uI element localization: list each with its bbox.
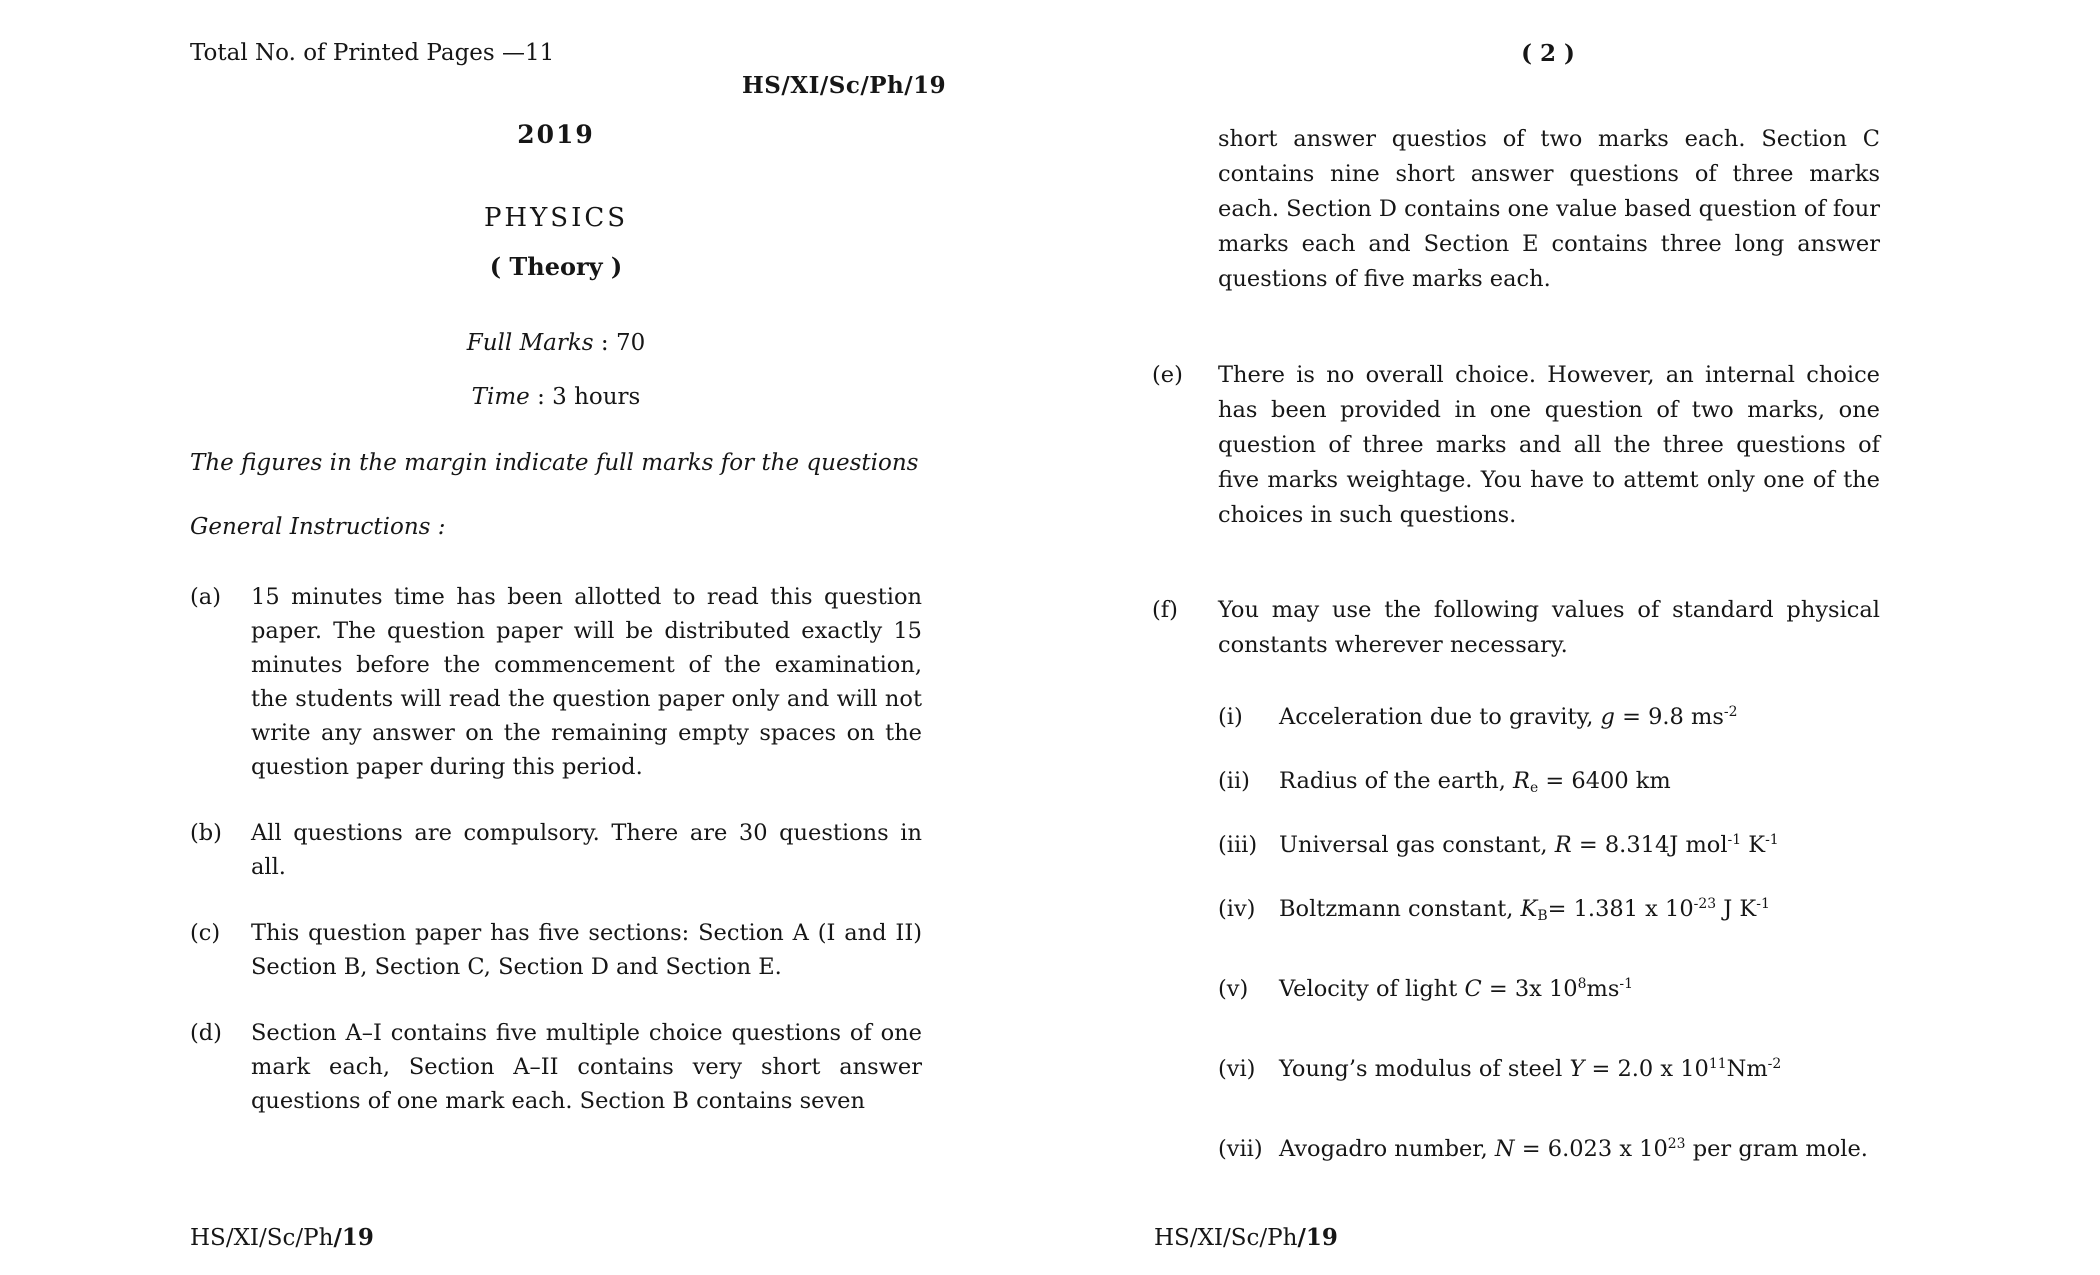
instruction-label: (f): [1152, 597, 1178, 623]
instruction-item: [190, 1016, 922, 1118]
full-marks-label: Full Marks: [466, 330, 594, 356]
constant-item: [1218, 974, 1898, 1007]
right-page-footer: [1154, 1224, 1338, 1251]
constant-text: Velocity of light C = 3x $10^8ms^{-1}$: [1279, 976, 1633, 1002]
time-line: [190, 384, 922, 410]
time-value: : 3 hours: [529, 384, 641, 410]
physical-constants-list: [1218, 702, 1898, 1214]
constant-item: [1218, 894, 1898, 927]
constant-label: (iii): [1218, 832, 1258, 858]
exam-year: 2019: [517, 120, 595, 149]
right-page: [1050, 0, 2100, 1275]
constant-label: (i): [1218, 704, 1243, 730]
page-number: ( 2 ): [1521, 40, 1575, 67]
instruction-item: [190, 916, 922, 984]
footer-code: HS/XI/Sc/Ph: [1154, 1225, 1298, 1251]
paper-type: ( Theory ): [489, 252, 623, 281]
constant-label: (vii): [1218, 1136, 1263, 1162]
paper-code-header: HS/XI/Sc/Ph/19: [742, 72, 947, 99]
margin-note: The figures in the margin indicate full marks for the questions: [190, 450, 919, 476]
instruction-item: [190, 580, 922, 784]
full-marks-line: [190, 330, 922, 356]
instruction-label: (c): [190, 920, 221, 946]
footer-code-bold: /19: [333, 1224, 374, 1251]
instruction-text: 15 minutes time has been allotted to read this question paper. The question paper will be distributed exactly 15 minutes before the commencement of the examination, the students will read the question paper only and will not write any answer on the remaining empty spaces on the question paper during this period.: [251, 584, 922, 780]
instruction-text: There is no overall choice. However, an internal choice has been provided in one question of two marks, one question of three marks and all the three questions of five marks weightage. You have to attemt only one of the choices in such questions.: [1218, 362, 1880, 528]
general-instructions-list: [190, 580, 922, 1150]
instruction-label: (b): [190, 820, 222, 846]
constant-text: Radius of the earth, $R_e = 6400$ km: [1279, 768, 1671, 796]
general-instructions-heading: General Instructions :: [190, 514, 446, 540]
constant-label: (iv): [1218, 896, 1256, 922]
footer-code-bold: /19: [1297, 1224, 1338, 1251]
instruction-item: [190, 816, 922, 884]
footer-code: HS/XI/Sc/Ph: [190, 1225, 334, 1251]
printed-pages-note: Total No. of Printed Pages —11: [190, 40, 555, 66]
instruction-text: All questions are compulsory. There are 30 questions in all.: [251, 820, 922, 880]
instruction-text: This question paper has five sections: Section A (I and II) Section B, Section C, Section D and Section E.: [251, 920, 922, 980]
constant-item: [1218, 1134, 1898, 1167]
instruction-text: Section A–I contains five multiple choice questions of one mark each, Section A–II contains very short answer questions of one mark each. Section B contains seven: [251, 1020, 922, 1114]
instruction-item: [1152, 358, 1880, 533]
constant-text: Young’s modulus of steel Y = 2.0 x $10^{11}Nm^{-2}$: [1279, 1056, 1782, 1082]
constant-label: (vi): [1218, 1056, 1256, 1082]
constant-text: Avogadro number, N = 6.023 x $10^{23}$ per gram mole.: [1279, 1136, 1868, 1162]
constant-text: Universal gas constant, R = 8.314J mol$^{-1}$ $K^{-1}$: [1279, 832, 1779, 858]
constant-item: [1218, 702, 1898, 735]
constant-label: (ii): [1218, 768, 1250, 794]
constant-text: Boltzmann constant, $K_B= 1.381$ x $10^{-23}$ J $K^{-1}$: [1279, 896, 1770, 924]
constant-item: [1218, 1054, 1898, 1087]
instruction-item: [1152, 593, 1880, 663]
full-marks-value: : 70: [593, 330, 646, 356]
left-page-footer: [190, 1224, 374, 1251]
instruction-label: (a): [190, 584, 221, 610]
instruction-label: (e): [1152, 362, 1183, 388]
constant-label: (v): [1218, 976, 1249, 1002]
subject-title: PHYSICS: [483, 203, 629, 233]
continuation-paragraph: short answer questios of two marks each. Section C contains nine short answer questions of three marks each. Section D contains one value based question of four marks each and Section E contains three long answer questions of five marks each.: [1218, 126, 1880, 292]
instructions-list-continued: [1152, 358, 1880, 723]
time-label: Time: [471, 384, 530, 410]
instruction-text: You may use the following values of standard physical constants wherever necessary.: [1218, 597, 1880, 658]
constant-text: Acceleration due to gravity, g = 9.8 $ms^{-2}$: [1279, 704, 1738, 730]
instruction-label: (d): [190, 1020, 222, 1046]
constant-item: [1218, 830, 1898, 863]
constant-item: [1218, 766, 1898, 799]
